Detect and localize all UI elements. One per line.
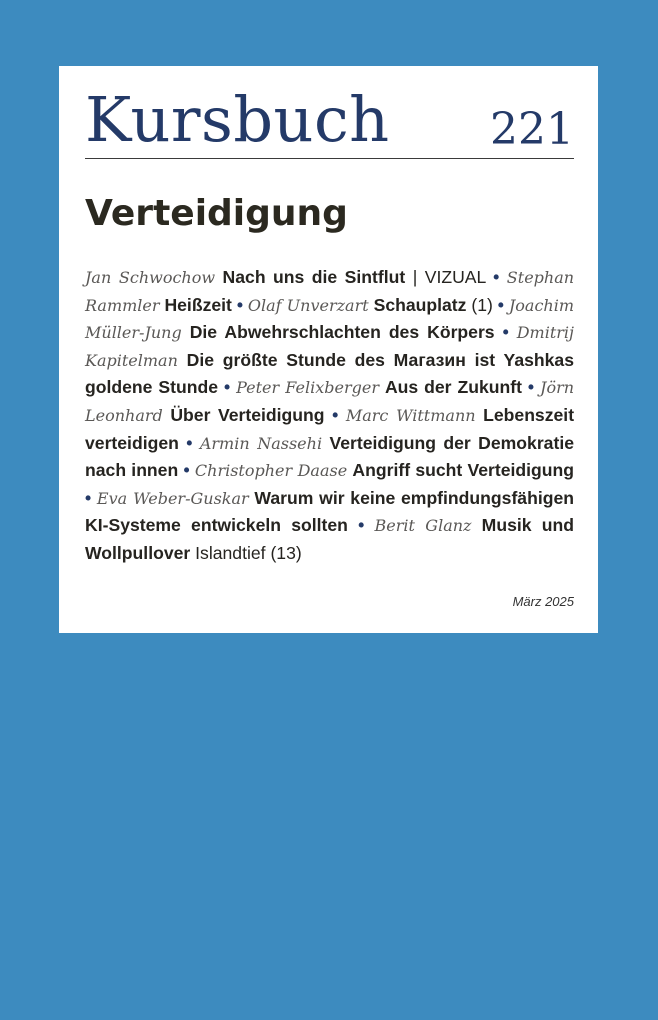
separator-bullet: • (332, 404, 339, 425)
separator-bullet: • (527, 377, 535, 398)
entry-title: Verteidigung der Demokratie nach innen (85, 432, 574, 481)
masthead (85, 80, 574, 160)
entry-title: Warum wir keine empfindungsfähigen KI-Systeme entwickeln sollten (85, 487, 575, 536)
separator-bullet: • (183, 460, 190, 481)
entry-title: Musik und Wollpullover (85, 515, 574, 563)
entry-title: Schauplatz (373, 294, 467, 315)
separator-bullet: • (493, 267, 500, 287)
separator-bullet: • (223, 377, 231, 398)
separator-bullet: • (358, 515, 365, 536)
entry-extra: Islandtief (13) (195, 542, 302, 563)
entry-title: Angriff sucht Verteidigung (352, 460, 575, 481)
entry-title: Nach uns die Sintflut (222, 267, 406, 287)
entry-author: Stephan Rammler (85, 268, 575, 315)
cover-panel (59, 66, 598, 633)
entry-author: Christopher Daase (194, 461, 348, 481)
separator-bullet: • (497, 294, 504, 315)
entry-author: Joachim Müller-Jung (85, 295, 575, 343)
separator-bullet: • (236, 294, 243, 315)
issue-theme: Verteidigung (85, 193, 348, 234)
entry-title: Die Abwehrschlachten des Körpers (189, 322, 495, 343)
separator-bullet: • (186, 432, 193, 453)
entry-title: Lebenszeit verteidigen (85, 404, 575, 453)
masthead-rule (85, 158, 574, 159)
entry-author: Eva Weber-Guskar (96, 488, 249, 508)
entry-title: Die größte Stunde des Магазин ist Yashkas goldene Stunde (85, 349, 574, 398)
entry-author: Peter Felixberger (236, 378, 379, 398)
issue-number: 221 (490, 104, 574, 155)
entry-title: Aus der Zukunft (384, 377, 522, 398)
contents-entry (236, 377, 522, 397)
contents-entry (195, 460, 574, 480)
entry-author: Dmitrij Kapitelman (85, 323, 574, 370)
contents-entry (248, 295, 493, 315)
entry-extra: | VIZUAL (412, 267, 486, 287)
entry-extra: (1) (471, 294, 493, 315)
contents-entry (85, 267, 486, 287)
separator-bullet: • (502, 322, 509, 343)
entry-author: Marc Wittmann (345, 405, 476, 425)
entry-author: Berit Glanz (374, 516, 472, 536)
entry-author: Jan Schwochow (85, 268, 216, 287)
entry-author: Armin Nassehi (199, 433, 323, 453)
entry-author: Jörn Leonhard (85, 378, 575, 425)
entry-title: Heißzeit (164, 294, 232, 315)
journal-name: Kursbuch (85, 83, 390, 156)
table-of-contents (85, 264, 574, 567)
publication-date: März 2025 (512, 594, 574, 609)
entry-title: Über Verteidigung (170, 404, 325, 425)
entry-author: Olaf Unverzart (247, 295, 369, 315)
separator-bullet: • (85, 487, 92, 508)
